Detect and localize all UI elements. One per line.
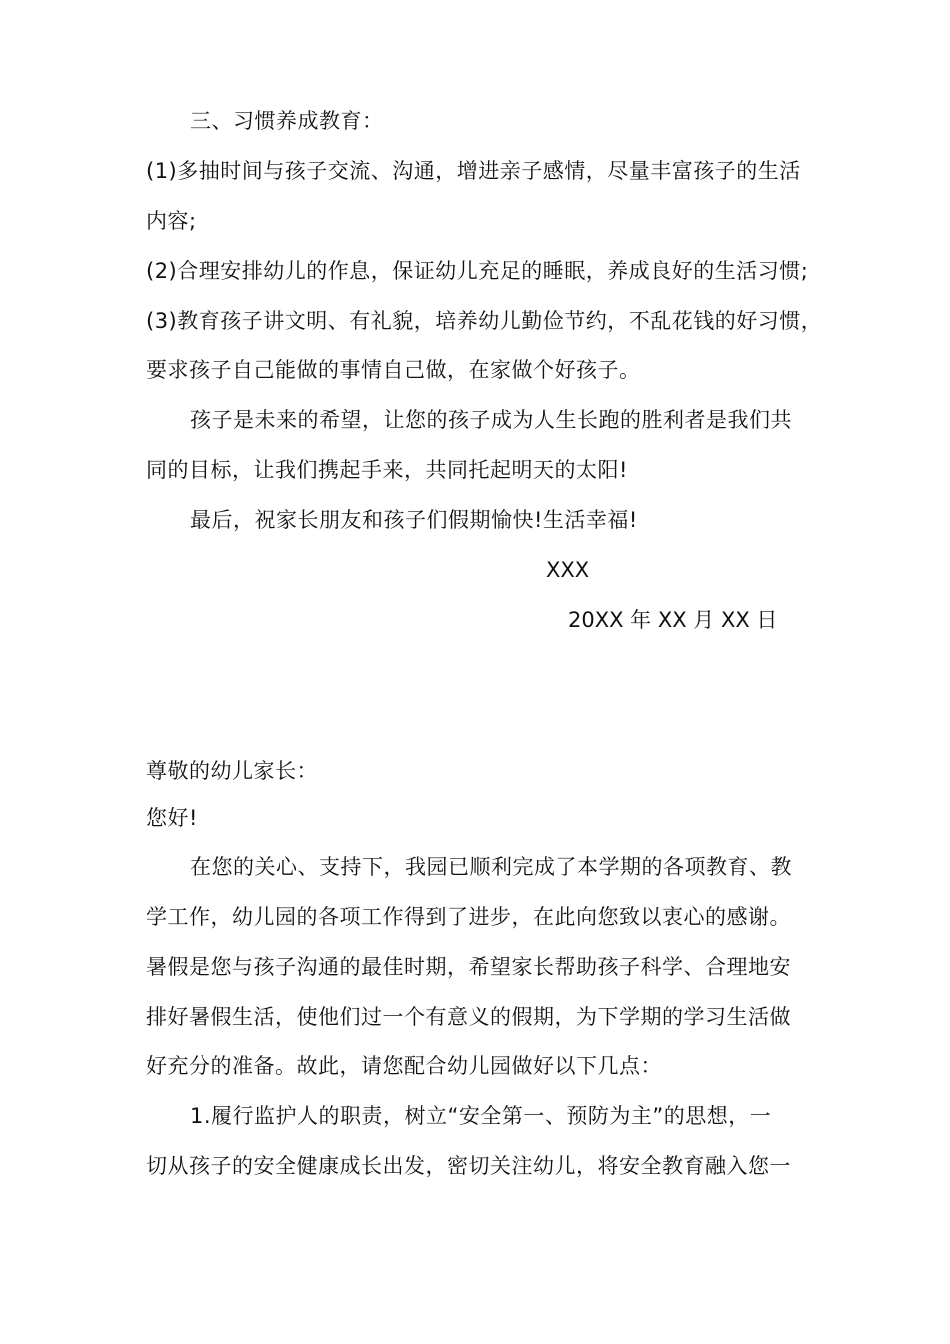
point-1-line-1: 1.履行监护人的职责，树立“安全第一、预防为主”的思想，一: [190, 1104, 772, 1128]
item-1-line-2: 内容;: [146, 209, 197, 233]
point-1-line-2: 切从孩子的安全健康成长出发，密切关注幼儿，将安全教育融入您一: [146, 1154, 791, 1178]
hope-paragraph-line-1: 孩子是未来的希望，让您的孩子成为人生长跑的胜利者是我们共: [190, 408, 792, 432]
intro-paragraph-line-3: 暑假是您与孩子沟通的最佳时期，希望家长帮助孩子科学、合理地安: [146, 955, 791, 979]
intro-paragraph-line-5: 好充分的准备。故此，请您配合幼儿园做好以下几点：: [146, 1054, 662, 1078]
salutation: 尊敬的幼儿家长：: [146, 759, 318, 783]
intro-paragraph-line-2: 学工作，幼儿园的各项工作得到了进步，在此向您致以衷心的感谢。: [146, 905, 791, 929]
closing-wishes: 最后，祝家长朋友和孩子们假期愉快!生活幸福!: [190, 508, 638, 532]
section-heading: 三、习惯养成教育：: [190, 109, 384, 133]
item-1-line-1: (1)多抽时间与孩子交流、沟通，增进亲子感情，尽量丰富孩子的生活: [146, 159, 801, 183]
item-2-line-1: (2)合理安排幼儿的作息，保证幼儿充足的睡眠，养成良好的生活习惯;: [146, 259, 809, 283]
signature-date: 20XX 年 XX 月 XX 日: [568, 608, 778, 632]
hope-paragraph-line-2: 同的目标，让我们携起手来，共同托起明天的太阳!: [146, 458, 628, 482]
signature-name: XXX: [546, 558, 590, 582]
greeting: 您好!: [146, 806, 198, 830]
item-3-line-2: 要求孩子自己能做的事情自己做，在家做个好孩子。: [146, 358, 641, 382]
intro-paragraph-line-1: 在您的关心、支持下，我园已顺利完成了本学期的各项教育、教: [190, 855, 792, 879]
intro-paragraph-line-4: 排好暑假生活，使他们过一个有意义的假期，为下学期的学习生活做: [146, 1005, 791, 1029]
item-3-line-1: (3)教育孩子讲文明、有礼貌，培养幼儿勤俭节约，不乱花钱的好习惯，: [146, 309, 823, 333]
